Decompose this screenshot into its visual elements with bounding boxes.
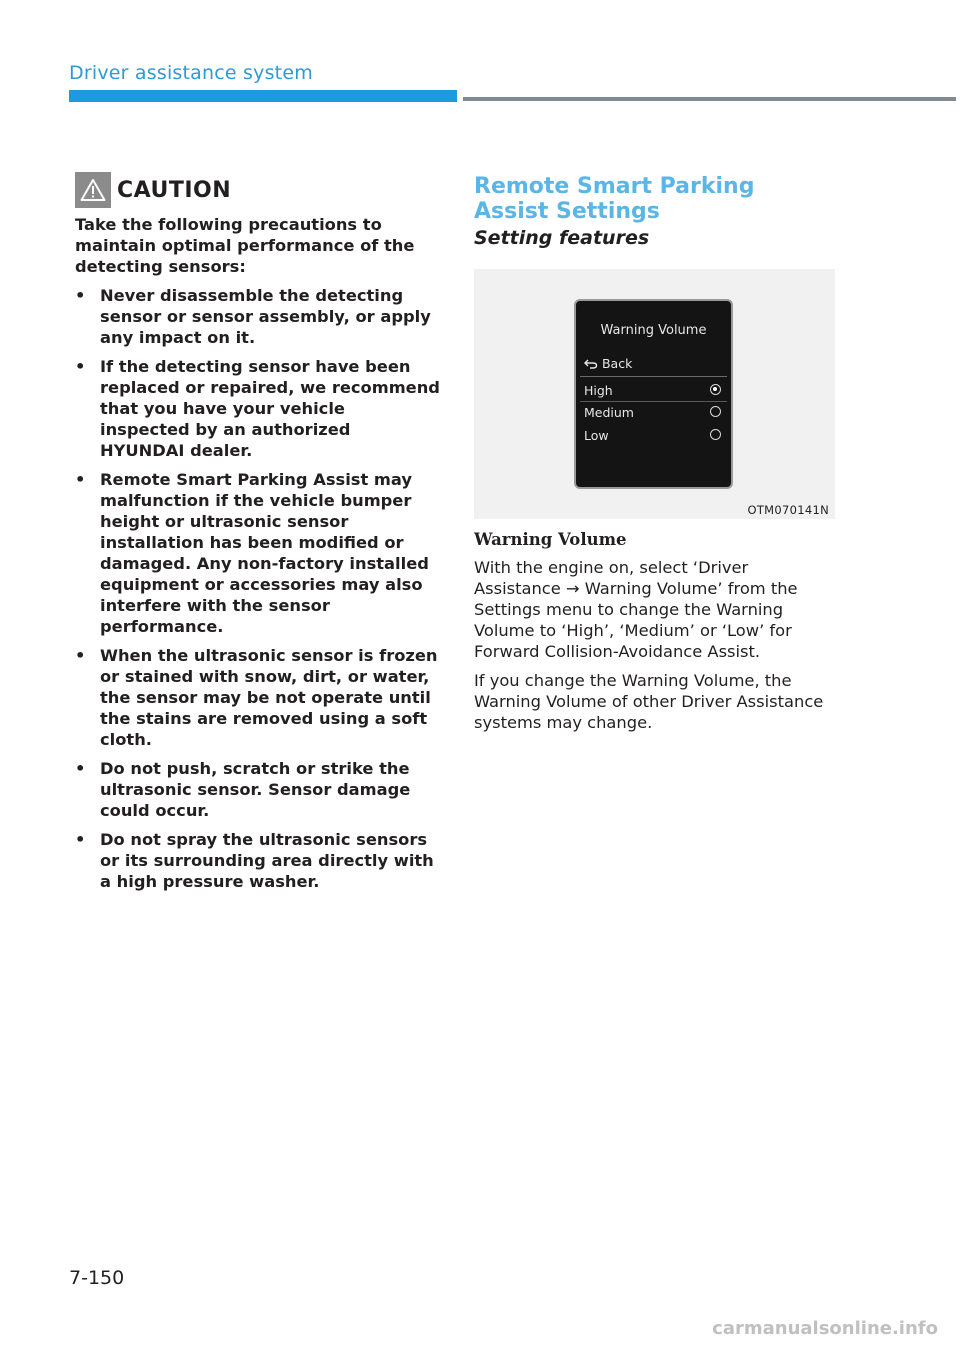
- back-label: Back: [601, 356, 633, 371]
- list-item: [75, 285, 440, 348]
- header-bar-accent: [69, 90, 457, 102]
- radio-empty-icon: [710, 406, 721, 417]
- list-item: [75, 829, 440, 892]
- list-item: [75, 469, 440, 637]
- section-title: Remote Smart Parking Assist Settings: [474, 174, 755, 224]
- caution-header: [75, 172, 440, 208]
- list-item-text: Do not push, scratch or strike the ultrasonic sensor. Sensor damage could occur.: [100, 759, 411, 820]
- list-item: [75, 645, 440, 750]
- bullet: •: [75, 646, 86, 665]
- paragraph: With the engine on, select ‘Driver Assistance → Warning Volume’ from the Settings menu to change the Warning Volume to ‘High’, ‘Medium’ or ‘Low’ for Forward Collision-Avoidance Assist.: [474, 558, 798, 661]
- caution-title: CAUTION: [117, 177, 232, 203]
- list-item-text: Never disassemble the detecting sensor or sensor assembly, or apply any impact on it.: [100, 286, 431, 347]
- radio-selected-icon: [710, 384, 721, 395]
- option-label: Low: [584, 428, 609, 443]
- list-item-text: Do not spray the ultrasonic sensors or its surrounding area directly with a high pressure washer.: [100, 830, 434, 891]
- warning-triangle-icon: [75, 172, 111, 208]
- bullet: •: [75, 470, 86, 489]
- figure-code: OTM070141N: [747, 503, 829, 517]
- back-button: [584, 356, 632, 371]
- warning-volume-heading: Warning Volume: [474, 530, 627, 549]
- option-medium: [580, 402, 727, 424]
- watermark: carmanualsonline.info: [712, 1318, 938, 1339]
- option-low: [580, 425, 727, 447]
- cluster-display: [574, 299, 733, 489]
- divider: [580, 376, 727, 377]
- bullet: •: [75, 759, 86, 778]
- settings-section: [474, 174, 836, 733]
- option-label: High: [584, 383, 613, 398]
- header-bar-rule: [463, 97, 956, 101]
- page-number: 7-150: [69, 1267, 125, 1289]
- list-item: [75, 758, 440, 821]
- list-item-text: Remote Smart Parking Assist may malfunction if the vehicle bumper height or ultrasonic sensor installation has been modified or damaged. Any non-factory installed equipment or accessories may also interfere with the sensor performance.: [100, 470, 429, 636]
- option-label: Medium: [584, 405, 634, 420]
- bullet: •: [75, 286, 86, 305]
- bullet: •: [75, 830, 86, 849]
- radio-empty-icon: [710, 429, 721, 440]
- caution-block: [75, 172, 440, 900]
- bullet: •: [75, 357, 86, 376]
- list-item-text: When the ultrasonic sensor is frozen or stained with snow, dirt, or water, the sensor may be not operate until the stains are removed using a soft cloth.: [100, 646, 438, 749]
- option-high: [580, 380, 727, 402]
- screen-title: Warning Volume: [600, 323, 707, 338]
- section-subtitle: Setting features: [474, 227, 650, 249]
- header-title: Driver assistance system: [69, 62, 313, 84]
- caution-list: [75, 285, 440, 892]
- cluster-screen-figure: [474, 269, 835, 519]
- back-arrow-icon: [584, 356, 602, 371]
- caution-intro: Take the following precautions to maintain optimal performance of the detecting sensors:: [75, 215, 415, 276]
- list-item-text: If the detecting sensor have been replaced or repaired, we recommend that you have your vehicle inspected by an authorized HYUNDAI dealer.: [100, 357, 440, 460]
- list-item: [75, 356, 440, 461]
- paragraph: If you change the Warning Volume, the Warning Volume of other Driver Assistance systems may change.: [474, 671, 824, 732]
